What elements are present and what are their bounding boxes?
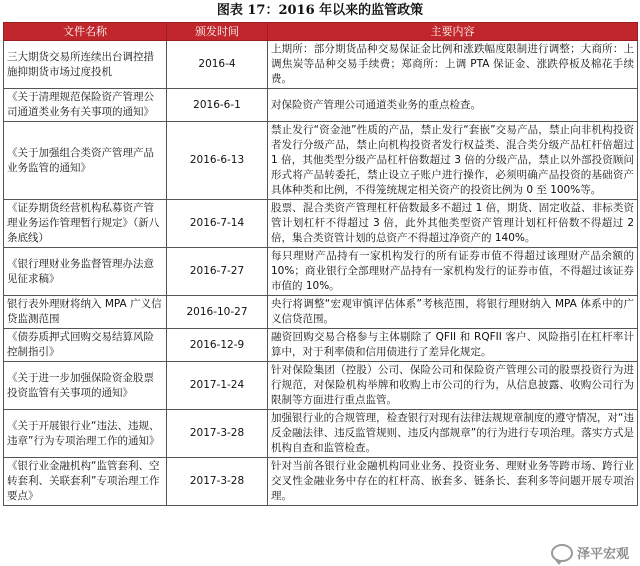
row-content: 上期所：部分期货品种交易保证金比例和涨跌幅度限制进行调整；大商所：上调焦炭等品种交易手续费；郑商所：上调 PTA 保证金、涨跌停板及棉花手续费。 [268,41,638,89]
header-date: 颁发时间 [167,23,268,41]
row-content: 对保险资产管理公司通道类业务的重点检查。 [268,89,638,122]
row-date: 2016-6-1 [167,89,268,122]
table-row [4,122,638,200]
row-name: 《银行理财业务监督管理办法意见征求稿》 [4,248,167,296]
row-name: 银行表外理财将纳入 MPA 广义信贷监测范围 [4,296,167,329]
row-content: 针对保险集团（控股）公司、保险公司和保险资产管理公司的股票投资行为进行规范，对保险机构举牌和收购上市公司的行为，从信息披露、收购公司行为限制等方面进行重点监管。 [268,362,638,410]
header-content: 主要内容 [268,23,638,41]
watermark [548,543,632,562]
table-row [4,410,638,458]
table-row [4,200,638,248]
row-content: 禁止发行“资金池”性质的产品，禁止发行“套嵌”交易产品，禁止向非机构投资者发行分级产品，禁止向机构投资者发行权益类、混合类分级产品杠杆倍超过 1 倍，其他类型分级产品杠杆倍数超过 3 倍的分级产品，禁止以外部投资顾问形式将产品转委托，禁止设立子账户进行操作，必须明确产品投资的基础资产具体种类和比例，不得笼统规定相关资产的投资比例为 0 至 100%等。 [268,122,638,200]
row-date: 2016-12-9 [167,329,268,362]
row-content: 针对当前各银行业金融机构同业业务、投资业务、理财业务等跨市场、跨行业交叉性金融业务中存在的杠杆高、嵌套多、链条长、套利多等问题开展专项治理。 [268,458,638,506]
row-name: 《关于清理规范保险资产管理公司通道类业务有关事项的通知》 [4,89,167,122]
row-name: 《关于加强组合类资产管理产品业务监管的通知》 [4,122,167,200]
row-date: 2016-6-13 [167,122,268,200]
table-title: 图表 17：2016 年以来的监管政策 [216,3,424,18]
row-date: 2016-10-27 [167,296,268,329]
row-name: 《债券质押式回购交易结算风险控制指引》 [4,329,167,362]
row-name: 三大期货交易所连续出台调控措施抑期货市场过度投机 [4,41,167,89]
row-date: 2016-7-14 [167,200,268,248]
row-content: 央行将调整“宏观审慎评估体系”考核范围，将银行理财纳入 MPA 体系中的广义信贷范围。 [268,296,638,329]
table-row [4,89,638,122]
row-name: 《银行业金融机构“监管套利、空转套利、关联套利”专项治理工作要点》 [4,458,167,506]
row-content: 加强银行业的合规管理，检查银行对现有法律法规规章制度的遵守情况，对“违反金融法律、违反监管规则、违反内部规章”的行为进行专项治理。落实方式是机构自查和监管检查。 [268,410,638,458]
table-row [4,248,638,296]
row-date: 2017-3-28 [167,458,268,506]
header-name: 文件名称 [4,23,167,41]
table-row [4,458,638,506]
watermark-text: 泽平宏观 [576,547,629,562]
row-date: 2016-7-27 [167,248,268,296]
row-content: 融资回购交易合格参与主体剔除了 QFII 和 RQFII 客户、风险指引在杠杆率计算中，对于利率债和信用债进行了差异化规定。 [268,329,638,362]
row-content: 股票、混合类资产管理杠杆倍数最多不超过 1 倍，期货、固定收益、非标类资管计划杠杆不得超过 3 倍，此外其他类型资产管理计划杠杆倍数不得超过 2 倍，集合类资管计划的总资产不得超过净资产的 140%。 [268,200,638,248]
wechat-bubble-icon [551,544,573,562]
row-date: 2017-3-28 [167,410,268,458]
row-date: 2016-4 [167,41,268,89]
header-row [4,23,638,41]
row-name: 《关于进一步加强保险资金股票投资监管有关事项的通知》 [4,362,167,410]
row-name: 《关于开展银行业“违法、违规、违章”行为专项治理工作的通知》 [4,410,167,458]
table-row [4,296,638,329]
row-content: 每只理财产品持有一家机构发行的所有证券市值不得超过该理财产品余额的 10%；商业银行全部理财产品持有一家机构发行的证券市值，不得超过该证券市值的 10%。 [268,248,638,296]
row-date: 2017-1-24 [167,362,268,410]
table-row [4,362,638,410]
table-row [4,41,638,89]
row-name: 《证券期货经营机构私募资产管理业务运作管理暂行规定》（新八条底线） [4,200,167,248]
policy-table [3,22,638,506]
table-row [4,329,638,362]
